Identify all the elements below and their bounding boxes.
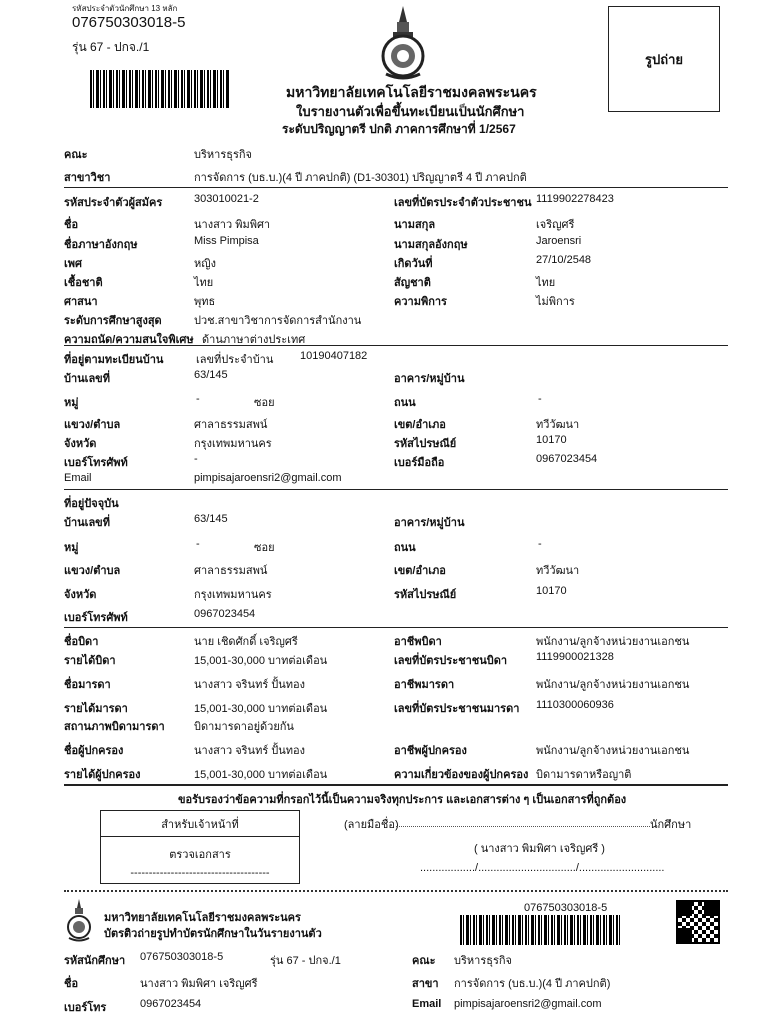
cur-subdistrict-label: แขวง/ตำบล	[64, 565, 121, 577]
staff-line: --------------------------------------	[130, 867, 270, 879]
mother-job-value: พนักงาน/ลูกจ้างหน่วยงานเอกชน	[536, 679, 690, 691]
card-sid-value: 076750303018-5	[140, 951, 224, 963]
cur-moo-value: -	[196, 538, 200, 550]
race-value: ไทย	[194, 277, 214, 289]
card-barcode	[460, 915, 620, 945]
reg-road-label: ถนน	[394, 397, 416, 409]
parent-status-label: สถานภาพบิดามารดา	[64, 721, 165, 733]
card-name-value: นางสาว พิมพิศา เจริญศรี	[140, 978, 258, 990]
university-emblem-icon	[378, 4, 428, 80]
father-id-label: เลขที่บัตรประชาชนบิดา	[394, 655, 508, 667]
father-label: ชื่อบิดา	[64, 636, 99, 648]
university-name: มหาวิทยาลัยเทคโนโลยีราชมงคลพระนคร	[286, 84, 537, 100]
level-term: ระดับปริญญาตรี ปกติ ภาคการศึกษาที่ 1/2567	[282, 122, 516, 136]
father-job-value: พนักงาน/ลูกจ้างหน่วยงานเอกชน	[536, 636, 690, 648]
reg-house-no-value: 63/145	[194, 369, 228, 381]
name-label: ชื่อ	[64, 219, 79, 231]
reg-email-label: Email	[64, 472, 92, 484]
card-major-value: การจัดการ (บธ.บ.)(4 ปี ภาคปกติ)	[454, 978, 611, 990]
cur-postal-label: รหัสไปรษณีย์	[394, 589, 457, 601]
card-email-label: Email	[412, 998, 442, 1010]
surname-en-value: Jaroensri	[536, 235, 582, 247]
guardian-job-label: อาชีพผู้ปกครอง	[394, 745, 467, 757]
card-barcode-text: 076750303018-5	[524, 902, 608, 914]
reg-mobile-label: เบอร์มือถือ	[394, 457, 445, 469]
cur-building-label: อาคาร/หมู่บ้าน	[394, 517, 465, 529]
national-id-value: 1119902278423	[536, 193, 614, 205]
qr-code	[676, 900, 720, 944]
cur-province-label: จังหวัด	[64, 589, 97, 601]
staff-check: ตรวจเอกสาร	[169, 849, 231, 861]
staff-box	[100, 810, 300, 884]
surname-value: เจริญศรี	[536, 219, 575, 231]
card-major-label: สาขา	[412, 978, 439, 990]
card-name-label: ชื่อ	[64, 978, 79, 990]
reg-district-value: ทวีวัฒนา	[536, 419, 580, 431]
cur-phone-label: เบอร์โทรศัพท์	[64, 612, 128, 624]
reg-phone-value: -	[194, 453, 198, 465]
applicant-id-value: 303010021-2	[194, 193, 259, 205]
dob-value: 27/10/2548	[536, 254, 592, 266]
card-faculty-label: คณะ	[412, 955, 436, 967]
mother-income-label: รายได้มารดา	[64, 703, 128, 715]
house-reg-value: 10190407182	[300, 350, 368, 362]
mother-job-label: อาชีพมารดา	[394, 679, 455, 691]
reg-moo-value: -	[196, 393, 200, 405]
major-label: สาขาวิชา	[64, 172, 111, 184]
dob-label: เกิดวันที่	[394, 258, 433, 270]
reg-moo-label: หมู่	[64, 397, 79, 409]
reg-phone-label: เบอร์โทรศัพท์	[64, 457, 128, 469]
faculty-label: คณะ	[64, 149, 88, 161]
reg-postal-label: รหัสไปรษณีย์	[394, 438, 457, 450]
gender-value: หญิง	[194, 258, 216, 270]
cur-subdistrict-value: ศาลาธรรมสพน์	[194, 565, 268, 577]
reg-province-value: กรุงเทพมหานคร	[194, 438, 272, 450]
guardian-income-value: 15,001-30,000 บาทต่อเดือน	[194, 769, 328, 781]
education-label: ระดับการศึกษาสูงสุด	[64, 315, 162, 327]
date-line: ................../................................/............................	[420, 862, 665, 874]
father-id-value: 1119900021328	[536, 651, 614, 663]
name-en-value: Miss Pimpisa	[194, 235, 259, 247]
card-university: มหาวิทยาลัยเทคโนโลยีราชมงคลพระนคร	[104, 912, 301, 924]
surname-label: นามสกุล	[394, 219, 436, 231]
sign-suffix: นักศึกษา	[650, 819, 692, 831]
mother-id-value: 1110300060936	[536, 699, 614, 711]
reg-province-label: จังหวัด	[64, 438, 97, 450]
reg-building-label: อาคาร/หมู่บ้าน	[394, 373, 465, 385]
guardian-job-value: พนักงาน/ลูกจ้างหน่วยงานเอกชน	[536, 745, 690, 757]
cut-line	[64, 890, 728, 892]
photo-box	[608, 6, 720, 112]
education-value: ปวช.สาขาวิชาการจัดการสำนักงาน	[194, 315, 362, 327]
sign-prefix: (ลายมือชื่อ)	[344, 819, 399, 831]
cur-house-no-value: 63/145	[194, 513, 228, 525]
card-cohort: รุ่น 67 - ปกจ./1	[270, 955, 341, 967]
parent-status-value: บิดามารดาอยู่ด้วยกัน	[194, 721, 294, 733]
mother-value: นางสาว จรินทร์ ปั้นทอง	[194, 679, 306, 691]
student-id-caption: รหัสประจำตัวนักศึกษา 13 หลัก	[72, 4, 178, 13]
mother-id-label: เลขที่บัตรประชาชนมารดา	[394, 703, 520, 715]
cur-postal-value: 10170	[536, 585, 567, 597]
cur-house-no-label: บ้านเลขที่	[64, 517, 110, 529]
faculty-value: บริหารธุรกิจ	[194, 149, 252, 161]
reg-soi-label: ซอย	[254, 397, 275, 409]
divider	[64, 489, 728, 490]
religion-label: ศาสนา	[64, 296, 98, 308]
relation-value: บิดามารดาหรือญาติ	[536, 769, 632, 781]
major-value: การจัดการ (บธ.บ.)(4 ปี ภาคปกติ) (D1-30301) ปริญญาตรี 4 ปี ภาคปกติ	[194, 172, 527, 184]
reg-postal-value: 10170	[536, 434, 567, 446]
reg-subdistrict-label: แขวง/ตำบล	[64, 419, 121, 431]
divider	[64, 784, 728, 786]
cur-address-title: ที่อยู่ปัจจุบัน	[64, 498, 119, 510]
skill-value: ด้านภาษาต่างประเทศ	[202, 334, 306, 346]
reg-district-label: เขต/อำเภอ	[394, 419, 446, 431]
sign-dotline	[396, 826, 650, 827]
cur-soi-label: ซอย	[254, 542, 275, 554]
divider	[64, 345, 728, 346]
reg-house-no-label: บ้านเลขที่	[64, 373, 110, 385]
card-emblem-icon	[66, 898, 92, 942]
national-id-label: เลขที่บัตรประจำตัวประชาชน	[394, 197, 532, 209]
race-label: เชื้อชาติ	[64, 277, 103, 289]
divider	[64, 187, 728, 188]
cohort: รุ่น 67 - ปกจ./1	[72, 40, 150, 54]
applicant-id-label: รหัสประจำตัวผู้สมัคร	[64, 197, 163, 209]
student-id: 076750303018-5	[72, 14, 186, 31]
disability-label: ความพิการ	[394, 296, 447, 308]
divider	[64, 627, 728, 628]
form-title: ใบรายงานตัวเพื่อขึ้นทะเบียนเป็นนักศึกษา	[296, 104, 525, 119]
name-value: นางสาว พิมพิศา	[194, 219, 271, 231]
guardian-label: ชื่อผู้ปกครอง	[64, 745, 124, 757]
reg-road-value: -	[538, 393, 542, 405]
mother-label: ชื่อมารดา	[64, 679, 111, 691]
skill-label: ความถนัด/ความสนใจพิเศษ	[64, 334, 194, 346]
disability-value: ไม่พิการ	[536, 296, 575, 308]
card-email-value: pimpisajaroensri2@gmail.com	[454, 998, 602, 1010]
photo-label: รูปถ่าย	[644, 51, 684, 67]
student-barcode	[90, 70, 230, 108]
father-income-value: 15,001-30,000 บาทต่อเดือน	[194, 655, 328, 667]
reg-subdistrict-value: ศาลาธรรมสพน์	[194, 419, 268, 431]
father-income-label: รายได้บิดา	[64, 655, 116, 667]
card-sid-label: รหัสนักศึกษา	[64, 955, 126, 967]
relation-label: ความเกี่ยวข้องของผู้ปกครอง	[394, 769, 529, 781]
certify-statement: ขอรับรองว่าข้อความที่กรอกไว้นี้เป็นความจริงทุกประการ และเอกสารต่าง ๆ เป็นเอกสารที่ถูกต้อง	[178, 794, 627, 806]
father-value: นาย เชิดศักดิ์ เจริญศรี	[194, 636, 298, 648]
name-en-label: ชื่อภาษาอังกฤษ	[64, 239, 138, 251]
card-subtitle: บัตรติวถ่ายรูปทำบัตรนักศึกษาในวันรายงานตัว	[104, 928, 322, 940]
cur-road-value: -	[538, 538, 542, 550]
father-job-label: อาชีพบิดา	[394, 636, 442, 648]
mother-income-value: 15,001-30,000 บาทต่อเดือน	[194, 703, 328, 715]
cur-district-label: เขต/อำเภอ	[394, 565, 446, 577]
nationality-label: สัญชาติ	[394, 277, 431, 289]
surname-en-label: นามสกุลอังกฤษ	[394, 239, 468, 251]
cur-province-value: กรุงเทพมหานคร	[194, 589, 272, 601]
guardian-income-label: รายได้ผู้ปกครอง	[64, 769, 141, 781]
religion-value: พุทธ	[194, 296, 216, 308]
reg-address-title: ที่อยู่ตามทะเบียนบ้าน	[64, 354, 164, 366]
house-reg-label: เลขที่ประจำบ้าน	[196, 354, 274, 366]
guardian-value: นางสาว จรินทร์ ปั้นทอง	[194, 745, 306, 757]
staff-title: สำหรับเจ้าหน้าที่	[101, 811, 299, 837]
cur-phone-value: 0967023454	[194, 608, 256, 620]
reg-mobile-value: 0967023454	[536, 453, 598, 465]
card-phone-value: 0967023454	[140, 998, 202, 1010]
nationality-value: ไทย	[536, 277, 556, 289]
cur-district-value: ทวีวัฒนา	[536, 565, 580, 577]
card-faculty-value: บริหารธุรกิจ	[454, 955, 512, 967]
cur-moo-label: หมู่	[64, 542, 79, 554]
reg-email-value: pimpisajaroensri2@gmail.com	[194, 472, 342, 484]
cur-road-label: ถนน	[394, 542, 416, 554]
card-phone-label: เบอร์โทร	[64, 1002, 107, 1014]
sign-name: ( นางสาว พิมพิศา เจริญศรี )	[474, 843, 605, 855]
gender-label: เพศ	[64, 258, 82, 270]
